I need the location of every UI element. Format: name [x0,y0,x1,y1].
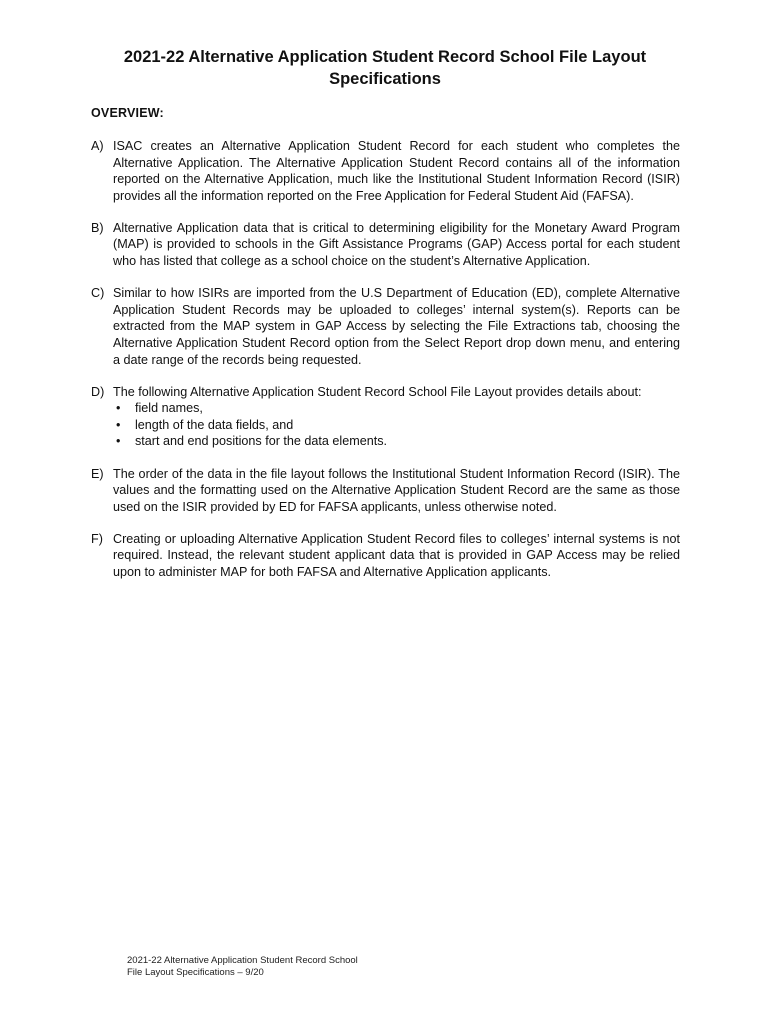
item-text: The order of the data in the file layout follows the Institutional Student Information Record (ISIR). The values and the formatting used on the Alternative Application Student Record are the same as those used on the ISIR provided by ED for FAFSA applicants, unless otherwise noted. [113,466,680,514]
item-marker: D) [91,384,105,399]
page-footer [127,955,358,979]
item-text: Creating or uploading Alternative Application Student Record files to colleges’ internal systems is not required. Instead, the relevant student applicant data that is provided in GAP Access may be relied upon to administer MAP for both FAFSA and Alternative Application applicants. [113,531,680,579]
item-text: The following Alternative Application Student Record School File Layout provides details about: [113,384,642,399]
footer-line-1: 2021-22 Alternative Application Student Record School [127,955,358,966]
item-marker: E) [91,466,104,481]
overview-item-a [91,138,680,204]
item-text: ISAC creates an Alternative Application Student Record for each student who completes the Alternative Application. The Alternative Application Student Record contains all of the information reported on the Alternative Application, much like the Institutional Student Information Record (ISIR) provides all the information reported on the Free Application for Federal Student Aid (FAFSA). [113,139,680,203]
overview-heading: OVERVIEW: [91,106,164,120]
page-title [90,46,680,90]
title-line-1: 2021-22 Alternative Application Student Record School File Layout [123,48,647,66]
item-text: Similar to how ISIRs are imported from the U.S Department of Education (ED), complete Alternative Application Student Records may be uploaded to colleges’ internal system(s). Reports can be extracted from the MAP system in GAP Access by selecting the File Extractions tab, choosing the Alternative Application Student Record option from the Select Report drop down menu, and entering a date range of the records being requested. [113,286,680,367]
item-marker: A) [91,139,104,153]
details-bullet-list [113,400,680,450]
overview-item-b [91,220,680,270]
footer-line-2: File Layout Specifications – 9/20 [127,967,264,978]
bullet-item: • field names, [113,400,680,417]
item-text: Alternative Application data that is critical to determining eligibility for the Monetary Award Program (MAP) is provided to schools in the Gift Assistance Programs (GAP) Access portal for each student who has listed that college as a school choice on the student’s Alternative Application. [113,220,680,269]
bullet-item: • start and end positions for the data elements. [113,433,680,450]
overview-item-c [91,285,680,368]
overview-item-e [91,466,680,516]
title-line-2: Specifications [329,70,441,88]
item-marker: C) [91,286,105,301]
overview-list [91,138,680,596]
overview-item-f [91,531,680,581]
overview-item-d [91,384,680,450]
item-marker: F) [91,531,103,546]
bullet-item: • length of the data fields, and [113,417,680,434]
item-marker: B) [91,220,104,235]
